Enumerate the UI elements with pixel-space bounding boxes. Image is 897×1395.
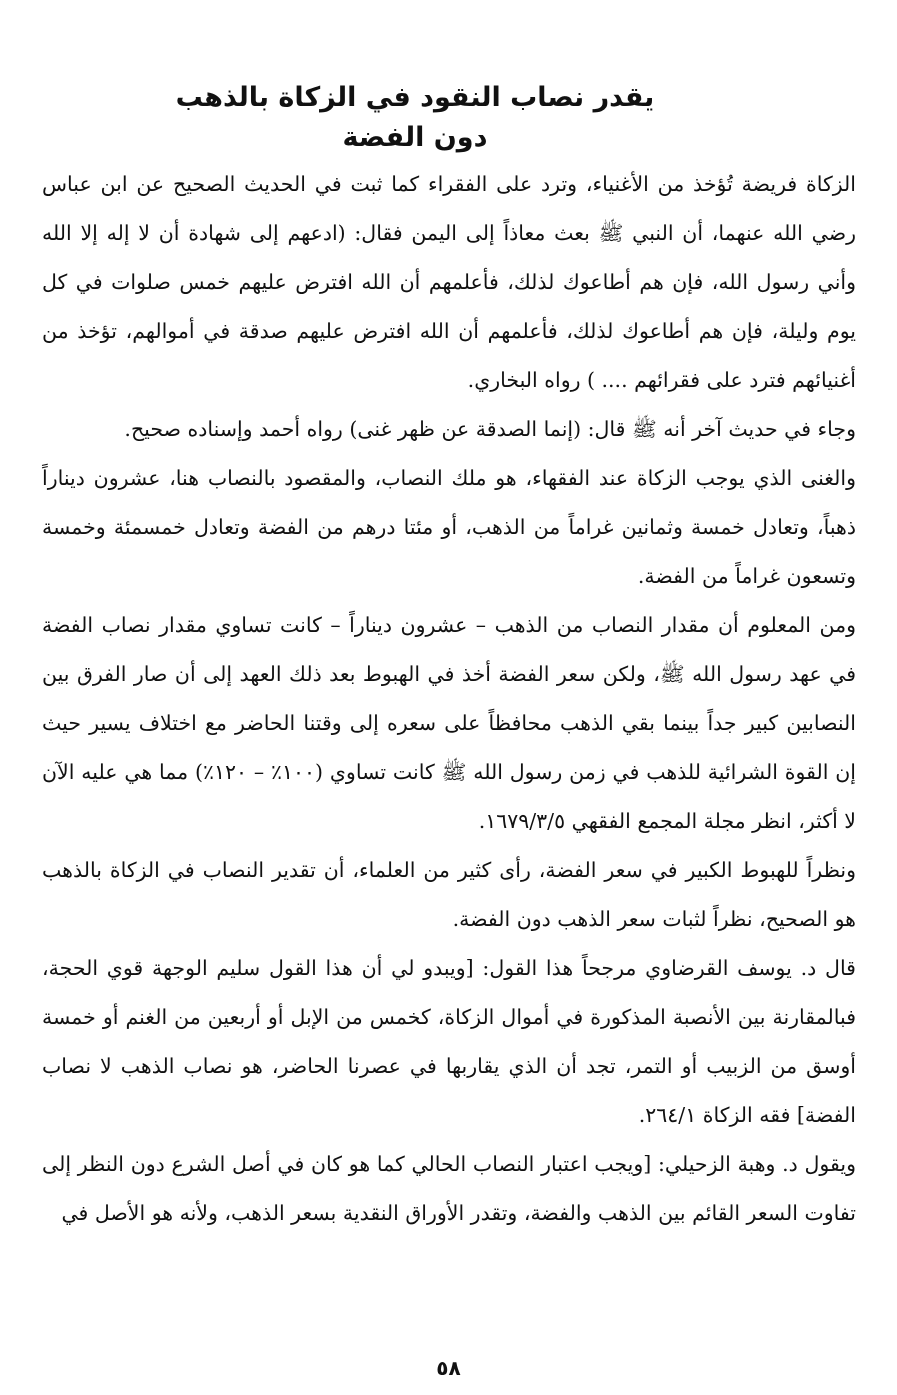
paragraph-silver-decline: ومن المعلوم أن مقدار النصاب من الذهب – عشرون ديناراً – كانت تساوي مقدار نصاب الفضة في عهد رسول الله ﷺ، ولكن سعر الفضة أخذ في الهبوط بعد ذلك العهد إلى أن صار الفرق بين النصابين كبير جداً بينما بقي الذهب محافظاً على سعره إلى وقتنا الحاضر مع اختلاف يسير حيث إن القوة الشرائية للذهب في زمن رسول الله ﷺ كانت تساوي (١٠٠٪ – ١٢٠٪) مما هي عليه الآن لا أكثر، انظر مجلة المجمع الفقهي ١٦٧٩/٣/٥. [42,613,857,833]
paragraph-qaradawi-quote: قال د. يوسف القرضاوي مرجحاً هذا القول: [ويبدو لي أن هذا القول سليم الوجهة قوي الحجة، فبالمقارنة بين الأنصبة المذكورة في أموال الزكاة، كخمس من الإبل أو أربعين من الغنم أو خمسة أوسق من الزبيب أو التمر، تجد أن الذي يقاربها في عصرنا الحاضر، هو نصاب الذهب لا نصاب الفضة] فقه الزكاة ٢٦٤/١. [42,956,856,1127]
paragraph-sadaqa-hadith: وجاء في حديث آخر أنه ﷺ قال: (إنما الصدقة عن ظهر غنى) رواه أحمد وإسناده صحيح. [124,417,856,441]
paragraph-zuhaili-quote: ويقول د. وهبة الزحيلي: [ويجب اعتبار النصاب الحالي كما هو كان في أصل الشرع دون النظر إلى تفاوت السعر القائم بين الذهب والفضة، وتقدر الأوراق النقدية بسعر الذهب، ولأنه هو الأصل في [42,1152,856,1225]
paragraph-nisab-definition: والغنى الذي يوجب الزكاة عند الفقهاء، هو ملك النصاب، والمقصود بالنصاب هنا، عشرون ديناراً ذهباً، وتعادل خمسة وثمانين غراماً من الذهب، أو مئتا درهم من الفضة وتعادل خمسمئة وخمسة وتسعون غراماً من الفضة. [42,466,856,588]
paragraph-zakat-definition: الزكاة فريضة تُؤخذ من الأغنياء، وترد على الفقراء كما ثبت في الحديث الصحيح عن ابن عباس رضي الله عنهما، أن النبي ﷺ بعث معاذاً إلى اليمن فقال: (ادعهم إلى شهادة أن لا إله إلا الله وأني رسول الله، فإن هم أطاعوك لذلك، فأعلمهم أن الله افترض عليهم خمس صلوات في كل يوم وليلة، فإن هم أطاعوك لذلك، فأعلمهم أن الله افترض عليهم صدقة في أموالهم، تؤخذ من أغنيائهم فترد على فقرائهم .... ) رواه البخاري. [42,172,856,392]
paragraph-scholars-opinion: ونظراً للهبوط الكبير في سعر الفضة، رأى كثير من العلماء، أن تقدير النصاب في الزكاة بالذهب هو الصحيح، نظراً لثبات سعر الذهب دون الفضة. [42,858,856,931]
page-title: يقدر نصاب النقود في الزكاة بالذهب دون الفضة [175,82,655,153]
body-text [42,160,856,1238]
page-number: ٥٨ [436,1356,461,1380]
